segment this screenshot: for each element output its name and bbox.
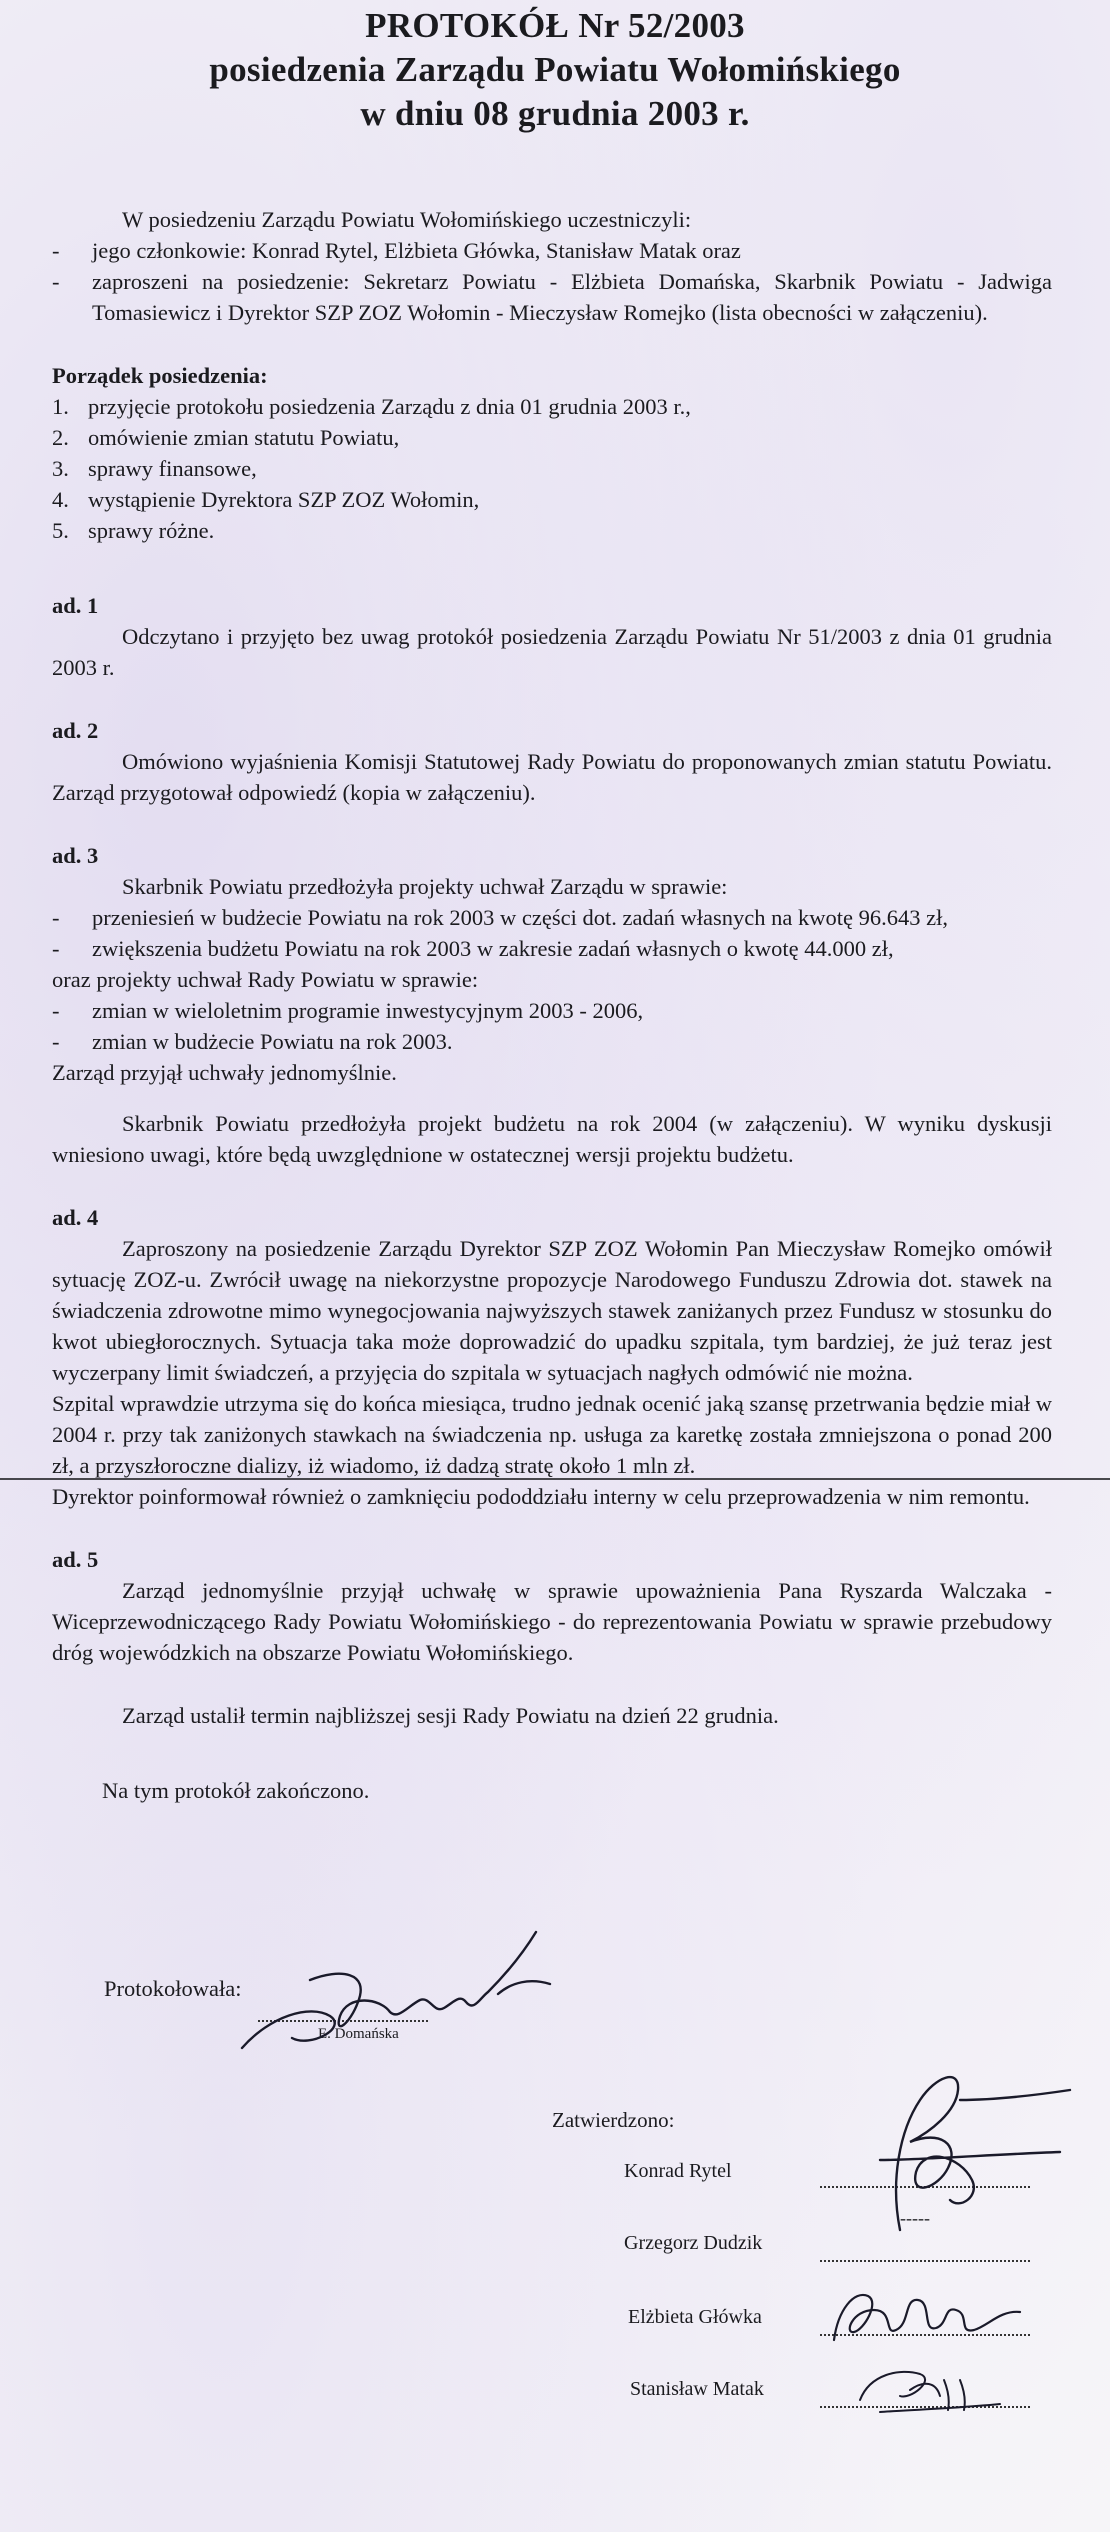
agenda-heading: Porządek posiedzenia: xyxy=(52,363,268,388)
attendance-lead: W posiedzeniu Zarządu Powiatu Wołomińskiego uczestniczyli: xyxy=(122,207,692,232)
ad2-label: ad. 2 xyxy=(52,718,99,743)
ad5-p2: Zarząd ustalił termin najbliższej sesji Rady Powiatu na dzień 22 grudnia. xyxy=(122,1703,779,1728)
list-item: - jego członkowie: Konrad Rytel, Elżbieta Główka, Stanisław Matak oraz xyxy=(52,235,1052,266)
list-item: - przeniesień w budżecie Powiatu na rok 2003 w części dot. zadań własnych na kwotę 96.643 zł, xyxy=(52,902,1052,933)
recorder-signature xyxy=(230,1920,560,2060)
ad5-label: ad. 5 xyxy=(52,1547,99,1572)
ad4-p1: Zaproszony na posiedzenie Zarządu Dyrektor SZP ZOZ Wołomin Pan Mieczysław Romejko omówił sytuację ZOZ-u. Zwrócił uwagę na niekorzystne propozycje Narodowego Funduszu Zdrowia dot. stawek na świadczenia zdrowotne mimo wynegocjowania najwyższych stawek zaniżanych przez Fundusz w stosunku do kwot ubiegłorocznych. Sytuacja taka może doprowadzić do upadku szpitala, tym bardziej, że już teraz jest wyczerpany limit świadczeń, a przyjęcia do szpitala w sytuacjach nagłych odmówić nie można. xyxy=(52,1236,1052,1385)
recorder-label: Protokołowała: xyxy=(104,1976,242,2001)
list-item: 3. sprawy finansowe, xyxy=(52,456,257,481)
recorder-block xyxy=(104,1976,241,2002)
title-line-1: PROTOKÓŁ Nr 52/2003 xyxy=(365,6,745,45)
ad1-text: Odczytano i przyjęto bez uwag protokół posiedzenia Zarządu Powiatu Nr 51/2003 z dnia 01 grudnia 2003 r. xyxy=(52,624,1052,680)
ad5-p1: Zarząd jednomyślnie przyjął uchwałę w sprawie upoważnienia Pana Ryszarda Walczaka - Wiceprzewodniczącego Rady Powiatu Wołomińskiego - do reprezentowania Powiatu w sprawie przebudowy dróg wojewódzkich na obszarze Powiatu Wołomińskiego. xyxy=(52,1578,1052,1665)
ad4-p2: Szpital wprawdzie utrzyma się do końca miesiąca, trudno jednak ocenić jaką szansę przetrwania będzie miał w 2004 r. przy tak zaniżonych stawkach na świadczenia np. usługa za karetkę została zmniejszona o ponad 200 zł, a przyszłoroczne dializy, iż wiadomo, iż dadzą stratę około 1 mln zł. xyxy=(52,1391,1052,1478)
approver-stanislaw-matak: Stanisław Matak xyxy=(630,2378,764,2400)
approver-konrad-rytel: Konrad Rytel xyxy=(624,2160,732,2182)
recorder-name: E. Domańska xyxy=(318,2026,399,2042)
approval-label: Zatwierdzono: xyxy=(552,2108,675,2132)
ad3-list-2 xyxy=(52,995,1052,1057)
list-item: - zmian w budżecie Powiatu na rok 2003. xyxy=(52,1026,1052,1057)
list-item: - zmian w wieloletnim programie inwestycyjnym 2003 - 2006, xyxy=(52,995,1052,1026)
agenda-list xyxy=(52,391,1052,546)
title-line-2: posiedzenia Zarządu Powiatu Wołomińskiego xyxy=(209,50,901,89)
list-item: 2. omówienie zmian statutu Powiatu, xyxy=(52,425,400,450)
approver-elzbieta-glowka: Elżbieta Główka xyxy=(628,2306,762,2328)
ad3-budget: Skarbnik Powiatu przedłożyła projekt budżetu na rok 2004 (w załączeniu). W wyniku dyskusji wniesiono uwagi, które będą uwzględnione w ostatecznej wersji projektu budżetu. xyxy=(52,1111,1052,1167)
title-line-3: w dniu 08 grudnia 2003 r. xyxy=(360,94,750,133)
list-item: 4. wystąpienie Dyrektora SZP ZOZ Wołomin, xyxy=(52,487,480,512)
list-item: - zwiększenia budżetu Powiatu na rok 2003 w zakresie zadań własnych o kwotę 44.000 zł, xyxy=(52,933,1052,964)
scan-fold-line xyxy=(0,1478,1110,1480)
list-item: 5. sprawy różne. xyxy=(52,518,215,543)
list-item: - zaproszeni na posiedzenie: Sekretarz Powiatu - Elżbieta Domańska, Skarbnik Powiatu - Jadwiga Tomasiewicz i Dyrektor SZP ZOZ Wołomin - Mieczysław Romejko (lista obecności w załączeniu). xyxy=(52,266,1052,328)
closing-text: Na tym protokół zakończono. xyxy=(102,1778,370,1803)
ad4-p3: Dyrektor poinformował również o zamknięciu pododdziału interny w celu przeprowadzenia w nim remontu. xyxy=(52,1484,1030,1509)
document-title xyxy=(0,4,1110,136)
ad4-label: ad. 4 xyxy=(52,1205,99,1230)
approver-dash-mark: ----- xyxy=(900,2208,930,2228)
approver-grzegorz-dudzik: Grzegorz Dudzik xyxy=(624,2232,763,2254)
ad3-label: ad. 3 xyxy=(52,843,99,868)
ad1-label: ad. 1 xyxy=(52,593,99,618)
ad3-lead: Skarbnik Powiatu przedłożyła projekty uchwał Zarządu w sprawie: xyxy=(122,874,728,899)
signature-konrad-rytel xyxy=(840,2060,1080,2240)
list-item: 1. przyjęcie protokołu posiedzenia Zarządu z dnia 01 grudnia 2003 r., xyxy=(52,394,691,419)
signature-elzbieta-glowka xyxy=(824,2280,1024,2350)
ad3-accepted: Zarząd przyjął uchwały jednomyślnie. xyxy=(52,1060,397,1085)
document-body xyxy=(52,204,1052,1806)
signature-stanislaw-matak xyxy=(840,2360,1020,2420)
ad3-mid: oraz projekty uchwał Rady Powiatu w sprawie: xyxy=(52,967,479,992)
ad2-text: Omówiono wyjaśnienia Komisji Statutowej Rady Powiatu do proponowanych zmian statutu Powiatu. Zarząd przygotował odpowiedź (kopia w załączeniu). xyxy=(52,749,1052,805)
attendance-list xyxy=(52,235,1052,328)
approver-line-2 xyxy=(820,2244,1030,2262)
ad3-list-1 xyxy=(52,902,1052,964)
